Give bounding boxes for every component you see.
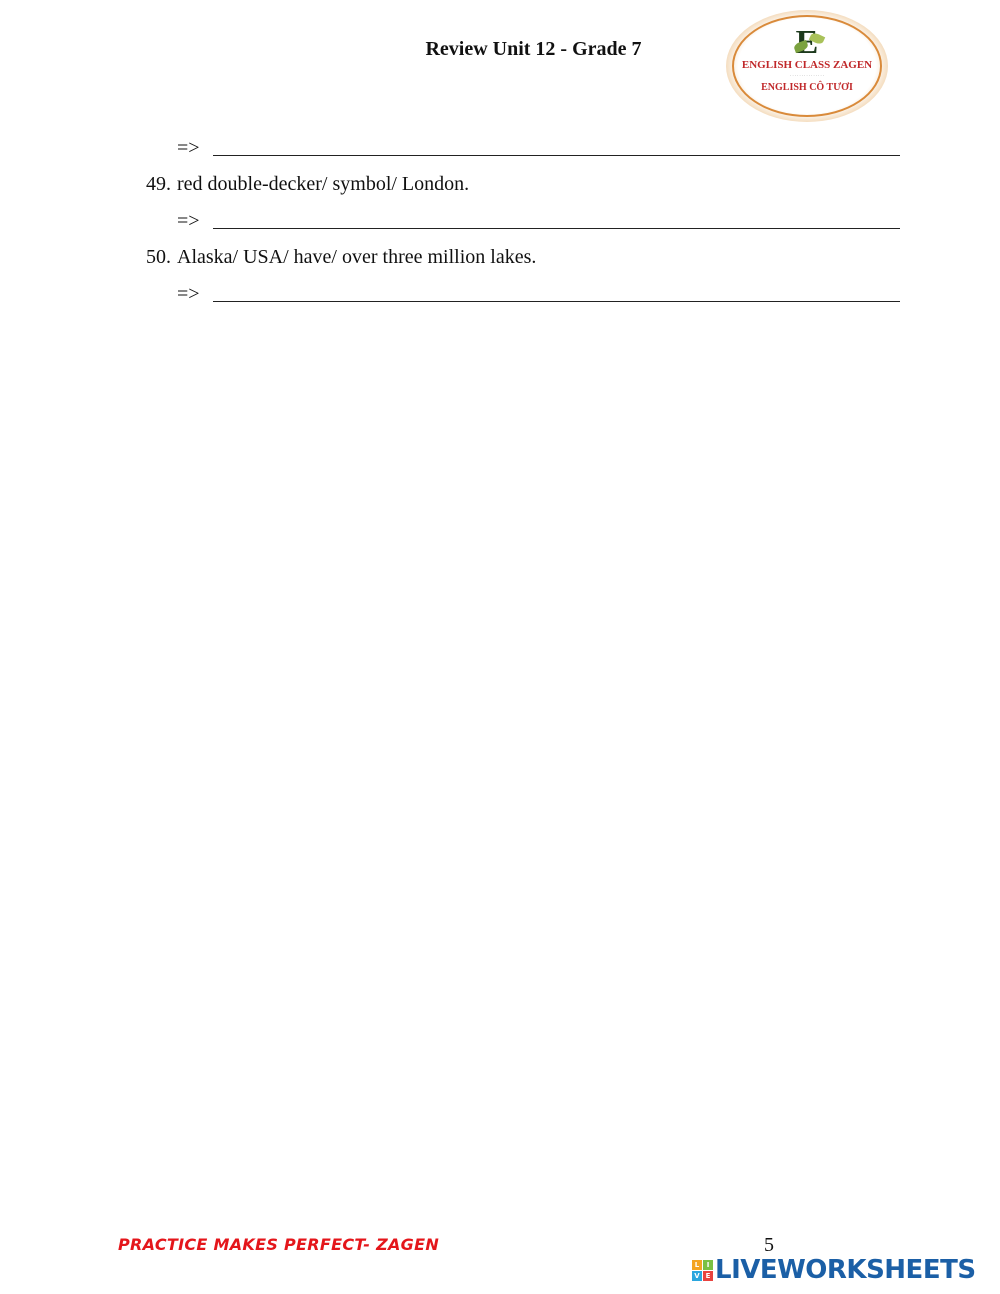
answer-arrow: => xyxy=(177,283,200,305)
brand-name: LIVEWORKSHEETS xyxy=(715,1255,976,1285)
answer-arrow: => xyxy=(177,210,200,232)
logo-small-print: · · · · · · · · · · · · · · · xyxy=(790,73,824,78)
brand-icon-letter: E xyxy=(703,1271,713,1281)
item-prompt: Alaska/ USA/ have/ over three million lakes. xyxy=(177,246,537,268)
answer-blank[interactable] xyxy=(213,228,900,229)
logo-tagline: ENGLISH CÔ TƯƠI xyxy=(761,82,853,93)
class-logo xyxy=(726,10,888,122)
brand-icon-letter: V xyxy=(692,1271,702,1281)
logo-name: ENGLISH CLASS ZAGEN xyxy=(741,59,873,71)
answer-arrow: => xyxy=(177,137,200,159)
item-prompt: red double-decker/ symbol/ London. xyxy=(177,173,470,195)
brand-icon-letter: L xyxy=(692,1260,702,1270)
item-number: 50. xyxy=(146,246,171,268)
liveworksheets-icon xyxy=(692,1260,712,1280)
worksheet-title: Review Unit 12 - Grade 7 xyxy=(425,38,642,60)
answer-line-48[interactable] xyxy=(177,137,900,159)
answer-blank[interactable] xyxy=(213,301,900,302)
answer-line-49[interactable] xyxy=(177,210,900,232)
item-number: 49. xyxy=(146,173,171,195)
answer-line-50[interactable] xyxy=(177,283,900,305)
brand-icon-letter: I xyxy=(703,1260,713,1270)
liveworksheets-brand[interactable] xyxy=(692,1255,976,1285)
answer-blank[interactable] xyxy=(213,155,900,156)
page-number: 5 xyxy=(764,1234,774,1256)
footer-motto: PRACTICE MAKES PERFECT- ZAGEN xyxy=(118,1235,440,1254)
